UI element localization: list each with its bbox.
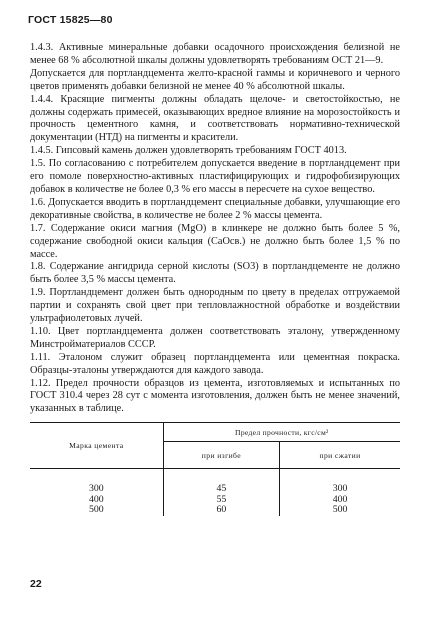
table-row [30, 505, 400, 516]
strength-table-wrapper [30, 422, 400, 516]
cell-compression: 300 [332, 483, 348, 495]
paragraph-1-4-3: 1.4.3. Активные минеральные добавки осадочного происхождения белизной не менее 68 % абсолютной шкалы должны удовлетворять требованиям ОСТ 21—9. [30, 42, 400, 66]
column-header-compression: при сжатии [280, 442, 400, 469]
document-body [30, 42, 400, 516]
column-header-strength: Предел прочности, кгс/см² [163, 423, 400, 442]
cell-compression: 400 [332, 493, 348, 505]
cell-bending: 55 [163, 495, 279, 506]
cell-brand: 500 [30, 505, 163, 516]
paragraph-1-12: 1.12. Предел прочности образцов из цемента, изготовляемых и испытанных по ГОСТ 310.4 через 28 сут с момента изготовления, должен быть не менее значений, указанных в таблице. [30, 377, 400, 415]
paragraph-1-6: 1.6. Допускается вводить в портландцемент специальные добавки, улучшающие его декоративные свойства, в количестве не более 2 % массы цемента. [30, 196, 400, 221]
column-header-brand: Марка цемента [30, 423, 163, 469]
paragraph-1-11: 1.11. Эталоном служит образец портландцемента или цементная покраска. Образцы-эталоны утверждаются для каждого завода. [30, 351, 400, 376]
cell-brand: 300 [30, 469, 163, 495]
cell-brand: 400 [30, 495, 163, 506]
paragraph-1-5: 1.5. По согласованию с потребителем допускается введение в портландцемент при его помоле поверхностно-активных пластифицирующих и гидрофобизирующих добавок в количестве не более 0,3 % его массы в пересчете на сухое вещество. [30, 158, 400, 195]
cell-bending: 60 [163, 505, 279, 516]
paragraph-1-10: 1.10. Цвет портландцемента должен соответствовать эталону, утвержденному Минстройматериалов СССР. [30, 325, 400, 350]
paragraph-1-4-4: 1.4.4. Красящие пигменты должны обладать щелоче- и светостойкостью, не должны содержать примесей, оказывающих вредное влияние на морозостойкость и прочность цементного камня, и соответствовать нормативно-технической документации (НТД) на пигменты и красители. [30, 93, 400, 144]
table-row [30, 469, 400, 495]
paragraph-1-8: 1.8. Содержание ангидрида серной кислоты (SO3) в портландцементе не должно быть более 3,5 % массы цемента. [30, 261, 400, 286]
paragraph-1-9: 1.9. Портландцемент должен быть однородным по цвету в пределах отгружаемой партии и сохранять свой цвет при тепловлажностной обработке и воздействии ультрафиолетовых лучей. [30, 287, 400, 325]
cell-compression: 500 [332, 504, 348, 516]
paragraph-1-7: 1.7. Содержание окиси магния (MgO) в клинкере не должно быть более 5 %, содержание свободной окиси кальция (CaOсв.) не должно быть более 1,5 % по массе. [30, 222, 400, 260]
paragraph-1-4-5: 1.4.5. Гипсовый камень должен удовлетворять требованиям ГОСТ 4013. [30, 145, 347, 157]
column-header-bending: при изгибе [163, 442, 279, 469]
paragraph-1-4-3-note: Допускается для портландцемента желто-красной гаммы и коричневого и черного цветов применять добавки белизной не менее 40 % абсолютной шкалы. [30, 67, 400, 92]
page-number: 22 [30, 578, 42, 590]
strength-table [30, 422, 400, 516]
document-header: ГОСТ 15825—80 [28, 14, 113, 26]
cell-bending: 45 [163, 469, 279, 495]
